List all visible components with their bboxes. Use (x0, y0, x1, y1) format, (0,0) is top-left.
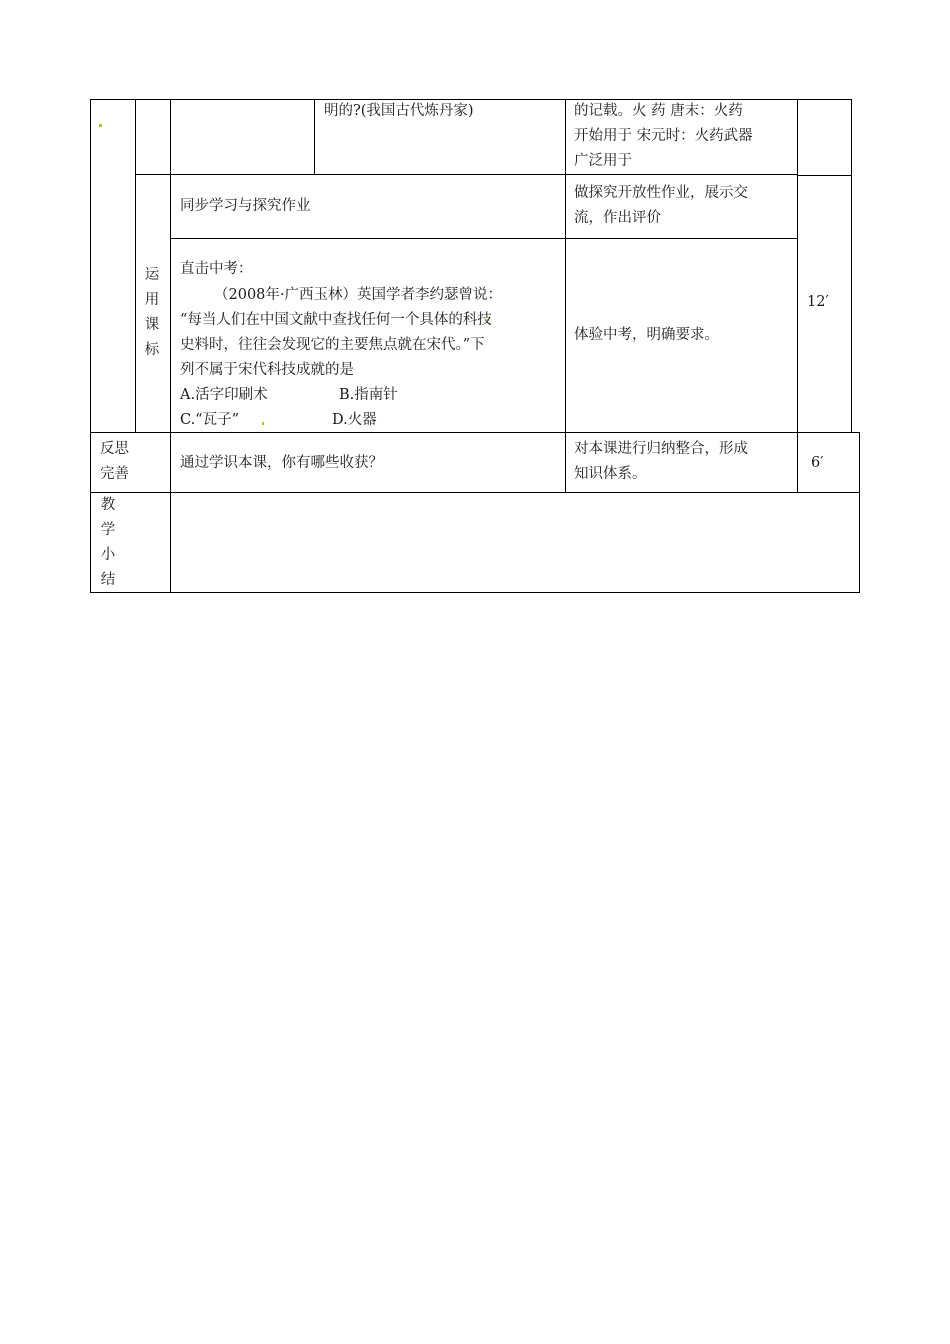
table-border (859, 432, 860, 593)
stage-label-char: 结 (100, 572, 116, 588)
stage-label-char: 运 (144, 267, 160, 283)
exam-option-b: B.指南针 (339, 387, 398, 403)
stage-label-line: 完善 (100, 466, 129, 482)
stage-label-line: 反思 (100, 441, 129, 457)
stage-label-char: 标 (144, 342, 160, 358)
exam-option-a: A.活字印刷术 (180, 387, 268, 403)
stage-label-char: 小 (100, 547, 116, 563)
activity-line: 流，作出评价 (574, 210, 661, 226)
table-border (314, 99, 315, 175)
table-border (90, 592, 859, 593)
stage-label-apply (142, 263, 162, 363)
exam-line: 列不属于宋代科技成就的是 (180, 362, 354, 378)
stage-label-char: 用 (144, 292, 160, 308)
exam-option-c: C.“瓦子” (180, 412, 240, 428)
summary-content-cell (171, 493, 859, 592)
exam-line: 史料时，往往会发现它的主要焦点就在宋代。”下 (180, 337, 485, 353)
exam-line: “每当人们在中国文献中查找任何一个具体的科技 (180, 312, 492, 328)
activity-line: 广泛用于 (574, 153, 632, 169)
stage-label-summary (98, 493, 118, 593)
table-border (797, 175, 851, 176)
table-border (797, 99, 798, 493)
activity-line: 的记载。火 药 唐末：火药 (574, 103, 743, 119)
exam-heading: 直击中考： (180, 261, 253, 277)
question-tail: 明的?(我国古代炼丹家) (324, 103, 474, 119)
activity-line: 做探究开放性作业，展示交 (574, 185, 748, 201)
time-apply: 12′ (807, 294, 829, 310)
time-reflect: 6′ (811, 455, 824, 471)
table-border (851, 99, 852, 433)
activity-line: 知识体系。 (574, 466, 647, 482)
table-border (135, 174, 797, 175)
stray-mark (99, 124, 102, 127)
reflect-content: 通过学识本课，你有哪些收获？ (180, 455, 383, 471)
stray-mark (262, 422, 264, 425)
table-border (170, 238, 797, 239)
stage-label-char: 课 (144, 317, 160, 333)
activity-line: 开始用于 宋元时：火药武器 (574, 128, 753, 144)
activity-line: 对本课进行归纳整合，形成 (574, 441, 748, 457)
stage-label-char: 教 (100, 497, 116, 513)
exam-option-d: D.火器 (332, 412, 377, 428)
table-border (135, 99, 136, 432)
stage-label-char: 学 (100, 522, 116, 538)
table-border (90, 99, 91, 593)
exam-activity: 体验中考，明确要求。 (574, 327, 719, 343)
exam-line: （2008年·广西玉林）英国学者李约瑟曾说： (214, 287, 503, 303)
table-border (565, 99, 566, 493)
homework-content: 同步学习与探究作业 (180, 198, 311, 214)
